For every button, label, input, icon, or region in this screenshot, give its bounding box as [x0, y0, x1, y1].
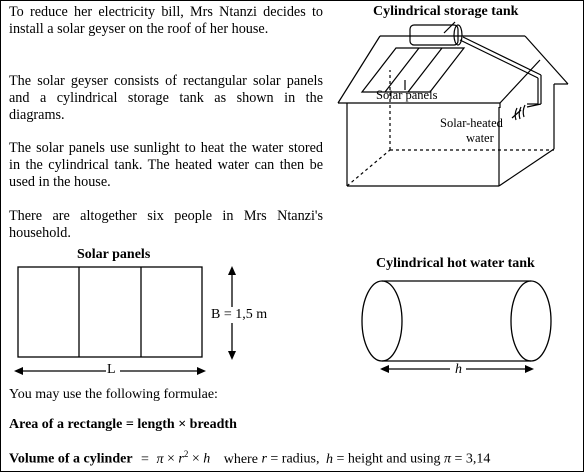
height-def-symbol: h	[326, 451, 333, 467]
label-solar-panels: Solar panels	[376, 88, 438, 102]
label-solar-heated: Solar-heated	[440, 116, 503, 130]
cylinder-formula-label: Volume of a cylinder	[9, 451, 133, 467]
radius-def-symbol: r	[261, 451, 267, 467]
pi-def-symbol: π	[443, 451, 451, 467]
formulae-intro: You may use the following formulae:	[9, 387, 218, 402]
tank-figure-title: Cylindrical hot water tank	[376, 256, 535, 271]
rectangle-area-formula: Area of a rectangle = length × breadth	[9, 417, 237, 432]
cylinder-volume-formula	[9, 449, 490, 468]
times-symbol: ×	[191, 451, 200, 467]
house-figure-title: Cylindrical storage tank	[373, 4, 519, 19]
pi-symbol: π	[156, 451, 164, 467]
radius-symbol: r	[178, 451, 184, 467]
where-text: where	[223, 451, 258, 467]
paragraph-function: The solar panels use sunlight to heat the water stored in the cylindrical tank. The heated water can then be used in the house.	[9, 140, 323, 190]
height-label: h	[455, 362, 462, 377]
breadth-label: B = 1,5 m	[211, 307, 268, 322]
label-water: water	[466, 131, 494, 145]
radius-def-text: = radius,	[270, 451, 320, 467]
paragraph-components: The solar geyser consists of rectangular solar panels and a cylindrical storage tank as shown in the diagrams.	[9, 73, 323, 123]
paragraph-intro: To reduce her electricity bill, Mrs Ntanzi decides to install a solar geyser on the roof of her house.	[9, 4, 323, 37]
height-symbol: h	[203, 451, 211, 467]
eq-sign: =	[141, 451, 149, 467]
times-symbol: ×	[166, 451, 175, 467]
squared-exponent: 2	[183, 449, 189, 459]
length-label: L	[107, 362, 116, 377]
paragraph-household: There are altogether six people in Mrs Ntanzi's household.	[9, 208, 323, 241]
panels-figure-title: Solar panels	[77, 247, 151, 262]
pi-value: = 3,14	[454, 451, 491, 467]
height-def-text: = height and using	[336, 451, 441, 467]
